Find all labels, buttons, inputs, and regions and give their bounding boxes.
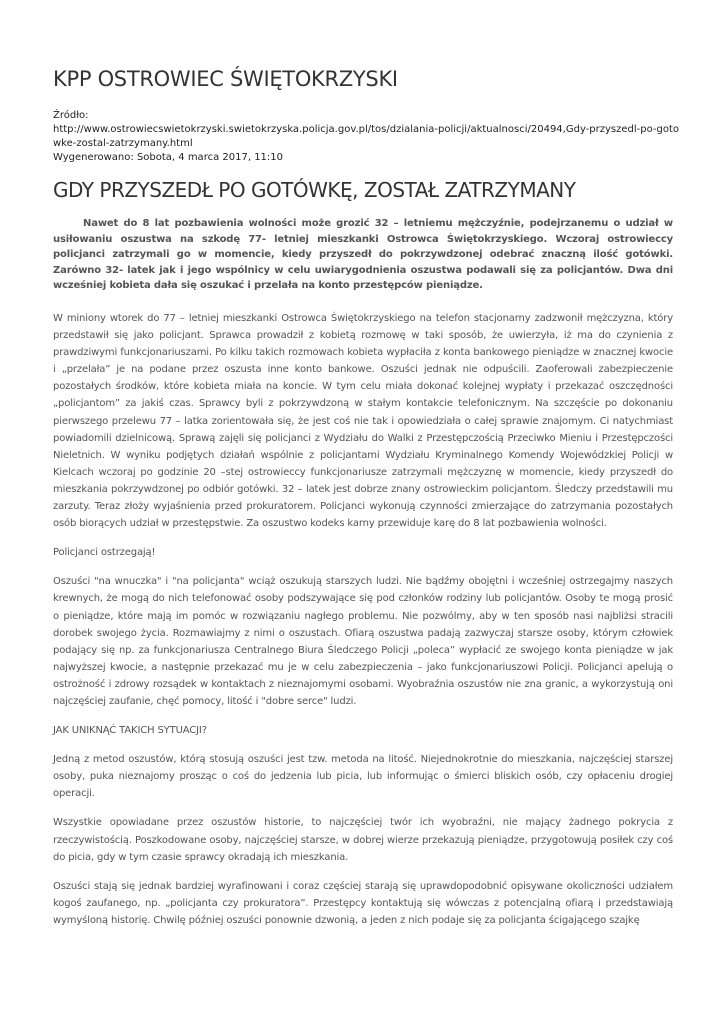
article-lead: Nawet do 8 lat pozbawienia wolności może grozić 32 – letniemu mężczyźnie, podejrzanemu o udział w usiłowaniu oszustwa na szkodę 77- letniej mieszkanki Ostrowca Świętokrzyskiego. Wczoraj ostrowieccy policjanci zatrzymali go w momencie, kiedy przyszedł do pokrzywdzonej odebrać znaczną ilość gotówki. Zarówno 32- latek jak i jego wspólnicy w celu uwiarygodnienia oszustwa podawali się za policjantów. Dwa dni wcześniej kobieta dała się oszukać i przelała na konto przestępców pieniądze. [53, 218, 673, 291]
article-body [53, 310, 673, 941]
paragraph-pity-method: Jedną z metod oszustów, którą stosują oszuści jest tzw. metoda na litość. Niejednokrotnie do mieszkania, najczęściej starszej osoby, puka nieznajomy prosząc o coś do jedzenia lub picia, lub informując o śmierci bliskich osób, czy opłaceniu drogiej operacji. [53, 754, 673, 800]
paragraph-section-heading: JAK UNIKNĄĆ TAKICH SYTUACJI? [53, 725, 207, 737]
paragraph-stories: Wszystkie opowiadane przez oszustów historie, to najczęściej twór ich wyobraźni, nie mający żadnego pokrycia z rzeczywistością. Poszkodowane osoby, najczęściej starsze, w dobrej wierze przekazują pieniądze, przygotowują posiłek czy coś do picia, gdy w tym czasie sprawcy okradają ich mieszkania. [53, 817, 673, 863]
paragraph-warning-heading: Policjanci ostrzegają! [53, 547, 156, 559]
paragraph-incident: W miniony wtorek do 77 – letniej mieszkanki Ostrowca Świętokrzyskiego na telefon stacjonarny zadzwonił mężczyzna, który przedstawił się jako policjant. Sprawca prowadził z kobietą rozmowę w taki sposób, że uwierzyła, iż ma do czynienia z prawdziwymi funkcjonariuszami. Po kilku takich rozmowach kobieta wypłaciła z konta bankowego pieniądze w znacznej kwocie i „przelała” je na podane przez oszusta inne konto bankowe. Oszuści jednak nie odpuścili. Zaoferowali zabezpieczenie pozostałych środków, które kobieta miała na koncie. W tym celu miała dokonać kolejnej wypłaty i przekazać oszczędności „policjantom” za jakiś czas. Sprawcy byli z pokrzywdzoną w stałym kontakcie telefonicznym. Na szczęście po dokonaniu pierwszego przelewu 77 – latka zorientowała się, że jest coś nie tak i opowiedziała o całej sprawie znajomym. Ci natychmiast powiadomili dzielnicową. Sprawą zajęli się policjanci z Wydziału do Walki z Przestępczością Przeciwko Mieniu i Przestępczości Nieletnich. W wyniku podjętych działań wspólnie z policjantami Wydziału Kryminalnego Komendy Wojewódzkiej Policji w Kielcach wczoraj po godzinie 20 –stej ostrowieccy funkcjonariusze zatrzymali mężczyznę w momencie, kiedy przyszedł do mieszkania pokrzywdzonej po odbiór gotówki. 32 – latek jest dobrze znany ostrowieckim policjantom. Śledczy przedstawili mu zarzuty. Teraz złoży wyjaśnienia przed prokuratorem. Policjanci wykonują czynności zmierzające do zatrzymania pozostałych osób biorących udział w przestępstwie. Za oszustwo kodeks karny przewiduje karę do 8 lat pozbawienia wolności. [53, 313, 673, 530]
source-url[interactable]: http://www.ostrowiecswietokrzyski.swietokrzyska.policja.gov.pl/tos/dzialania-policji/aktualnosci/20494,Gdy-przyszedl-po-goto [53, 124, 680, 135]
source-label: Źródło: [53, 110, 89, 121]
source-url-continued[interactable]: wke-zostal-zatrzymany.html [53, 138, 193, 149]
site-title: KPP OSTROWIEC ŚWIĘTOKRZYSKI [53, 67, 398, 91]
source-meta [53, 109, 680, 165]
paragraph-sophisticated: Oszuści stają się jednak bardziej wyrafinowani i coraz częściej starają się uprawdopodobnić opisywane okoliczności udziałem kogoś zaufanego, np. „policjanta czy prokuratora”. Przestępcy kontaktują się wówczas z potencjalną ofiarą i przedstawiają wymyśloną historię. Chwilę później oszuści ponownie dzwonią, a jeden z nich podaje się za policjanta ścigającego szajkę [53, 880, 673, 926]
article-title: GDY PRZYSZEDŁ PO GOTÓWKĘ, ZOSTAŁ ZATRZYMANY [53, 178, 576, 202]
generated-timestamp: Wygenerowano: Sobota, 4 marca 2017, 11:10 [53, 152, 284, 163]
paragraph-scam-warning: Oszuści "na wnuczka" i "na policjanta" wciąż oszukują starszych ludzi. Nie bądźmy obojętni i wcześniej ostrzegajmy naszych krewnych, że mogą do nich telefonować osoby podszywające się pod członków rodziny lub policjantów. Osoby te mogą prosić o pieniądze, które mają im pomóc w rozwiązaniu nagłego problemu. Nie pozwólmy, aby w ten sposób nasi najbliżsi stracili dorobek swojego życia. Rozmawiajmy z nimi o oszustach. Ofiarą oszustwa padają zazwyczaj starsze osoby, którym człowiek podający się np. za funkcjonariusza Centralnego Biura Śledczego Policji „poleca” wypłacić ze swojego konta pieniądze w jak najwyższej kwocie, a następnie przekazać mu je w celu zabezpieczenia – jako funkcjonariuszowi Policji. Policjanci apelują o ostrożność i zdrowy rozsądek w kontaktach z nieznajomymi osobami. Wyobraźnia oszustów nie zna granic, a wykorzystują oni najczęściej zaufanie, chęć pomocy, litość i "dobre serce" ludzi. [53, 576, 673, 707]
